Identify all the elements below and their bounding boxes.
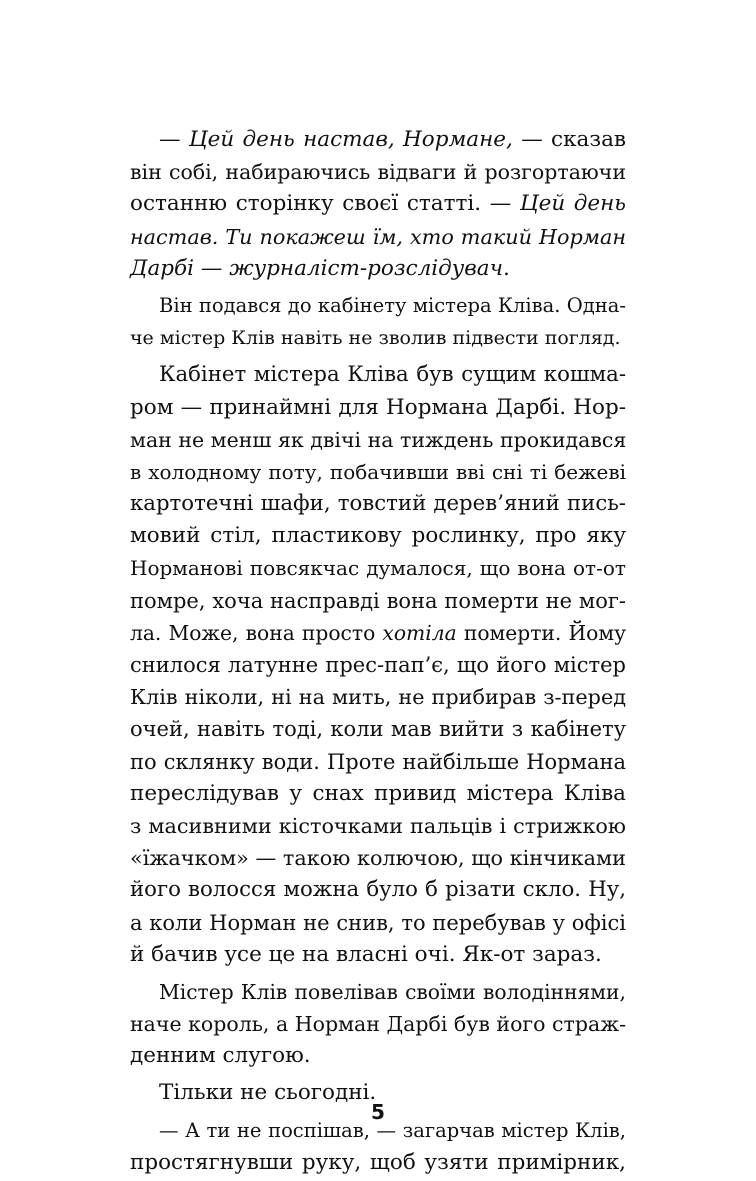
text-run: простягнувши руку, щоб узяти примірник, (130, 1149, 626, 1175)
text-line (130, 290, 626, 322)
text-run: картотечні шафи, товстий дерев’яний пись- (130, 491, 626, 517)
text-run: переслідував у снах привид містера Кліва (130, 780, 626, 806)
text-line (130, 907, 626, 939)
text-run: Тільки не сьогодні. (159, 1080, 377, 1106)
text-run: денним слугою. (130, 1043, 311, 1069)
text-line (130, 746, 626, 778)
text-run: з масивними кісточками пальців і стрижкою (130, 813, 626, 838)
text-line (130, 156, 626, 188)
paragraph (130, 124, 626, 285)
text-run: . (503, 255, 510, 281)
text-line (130, 221, 626, 253)
text-run: помре, хоча насправді вона померти не мог- (130, 588, 626, 613)
text-run: — сказав (512, 127, 626, 152)
paragraph (130, 1115, 626, 1179)
text-run: «їжачком» — такою колючою, що кінчиками (130, 846, 626, 871)
text-line (130, 520, 626, 552)
text-run: Містер Клів повелівав своїми володіннями, (159, 979, 626, 1004)
text-run: ром — принаймні для Нормана Дарбі. Нор- (130, 394, 626, 420)
italic-text: Цей день (519, 191, 626, 217)
text-line (130, 713, 626, 745)
italic-text: Дарбі — журналіст-розслідувач (130, 255, 503, 281)
text-line (130, 874, 626, 906)
text-run: а коли Норман не снив, то перебував у офісі (130, 910, 626, 935)
text-run: наче король, а Норман Дарбі був його страж- (130, 1012, 626, 1037)
body-text (130, 124, 626, 1179)
italic-text: Цей день настав, Нормане, (188, 127, 513, 152)
text-line (130, 810, 626, 842)
text-line (130, 1008, 626, 1040)
text-run: мовий стіл, пластикову рослинку, про яку (130, 523, 626, 549)
paragraph (130, 976, 626, 1073)
text-line (130, 778, 626, 810)
text-run: померти. Йому (456, 620, 626, 645)
text-run: Клів ніколи, ні на мить, не прибирав з-перед (130, 685, 626, 710)
italic-text: настав. Ти покажеш їм, хто такий Норман (130, 224, 626, 249)
text-run: ла. Може, вона просто (130, 620, 383, 645)
text-line (130, 939, 626, 971)
italic-text: хотіла (382, 620, 457, 645)
text-run: че містер Клів навіть не зволив підвести погляд. (130, 327, 621, 350)
text-line (130, 424, 626, 456)
text-line (130, 188, 626, 220)
text-run: снилося латунне прес-пап’є, що його містер (130, 653, 626, 677)
text-line (130, 842, 626, 874)
text-line (130, 253, 626, 285)
text-run: ман не менш як двічі на тиждень прокидався (130, 427, 627, 452)
text-run: він собі, набираючись відваги й розгортаючи (130, 160, 626, 185)
text-run: в холодному поту, побачивши вві сні ті бежеві (130, 459, 626, 484)
text-line (130, 488, 626, 520)
text-line (130, 359, 626, 391)
text-line (130, 456, 626, 488)
paragraph (130, 290, 626, 354)
text-line (130, 617, 626, 649)
text-run: останню сторінку своєї статті. — (130, 191, 520, 217)
text-run: його волосся можна було б різати скло. Ну, (130, 877, 626, 903)
text-line (130, 392, 626, 424)
text-line (130, 649, 626, 681)
page-number: 5 (371, 1100, 385, 1124)
text-run: й бачив усе це на власні очі. Як-от зараз. (130, 941, 602, 967)
text-run: Норманові повсякчас думалося, що вона от-от (130, 556, 626, 581)
text-line (130, 124, 626, 156)
text-line (130, 552, 626, 584)
paragraph (130, 359, 626, 971)
text-run: Він подався до кабінету містера Кліва. Одна- (159, 293, 626, 317)
text-run: очей, навіть тоді, коли мав вийти з кабінету (130, 717, 626, 742)
text-line (130, 976, 626, 1008)
text-line (130, 585, 626, 617)
text-line (130, 681, 626, 713)
text-line (130, 1040, 626, 1072)
text-run: — (159, 127, 189, 152)
text-run: по склянку води. Проте найбільше Нормана (130, 749, 626, 774)
text-run: — А ти не поспішав, — загарчав містер Клів, (159, 1118, 626, 1142)
text-run: Кабінет містера Кліва був сущим кошма- (159, 362, 626, 388)
text-line (130, 1147, 626, 1179)
text-line (130, 322, 626, 354)
